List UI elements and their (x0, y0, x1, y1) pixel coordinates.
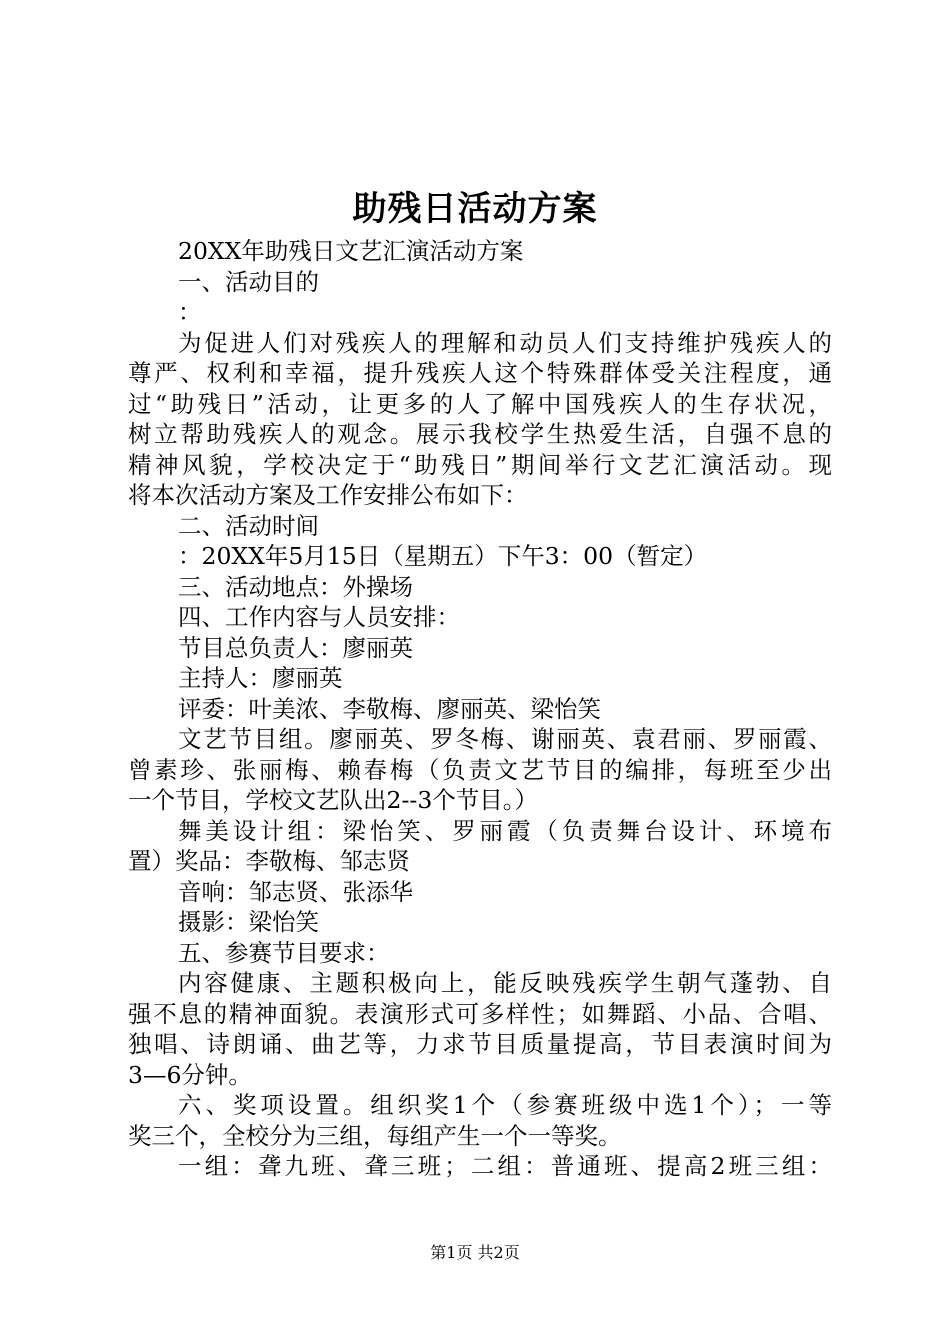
paragraph-line: 尊严、权利和幸福，提升残疾人这个特殊群体受关注程度，通 (128, 359, 832, 387)
paragraph-line: 置）奖品：李敬梅、邹志贤 (128, 847, 410, 875)
paragraph-line: 舞美设计组：梁怡笑、罗丽霞（负责舞台设计、环境布 (178, 816, 832, 845)
paragraph-line: 文艺节目组。廖丽英、罗冬梅、谢丽英、袁君丽、罗丽霞、 (178, 725, 832, 753)
text-line: 音响：邹志贤、张添华 (178, 877, 413, 906)
document-title: 助残日活动方案 (352, 189, 598, 229)
text-line: ：20XX年5月15日（星期五）下午3：00（暂定） (178, 542, 708, 570)
text-line: 摄影：梁怡笑 (178, 908, 319, 936)
paragraph-line: 精神风貌，学校决定于“助残日”期间举行文艺汇演活动。现 (128, 450, 832, 479)
page-number: 第1页 共2页 (430, 1243, 520, 1262)
text-line: ： (178, 298, 202, 326)
text-line: 评委：叶美浓、李敬梅、廖丽英、梁怡笑 (178, 694, 601, 723)
paragraph-line: 树立帮助残疾人的观念。展示我校学生热爱生活，自强不息的 (128, 420, 832, 448)
paragraph-line: 过“助残日”活动，让更多的人了解中国残疾人的生存状况， (128, 389, 832, 418)
paragraph-line: 3—6分钟。 (128, 1060, 252, 1089)
paragraph-line: 将本次活动方案及工作安排公布如下： (128, 481, 528, 509)
paragraph-line: 六、奖项设置。组织奖1个（参赛班级中选1个）；一等 (178, 1091, 832, 1119)
subtitle-line: 20XX年助残日文艺汇演活动方案 (178, 237, 524, 265)
paragraph-line: 奖三个，全校分为三组，每组产生一个一等奖。 (128, 1121, 622, 1150)
paragraph-line: 内容健康、主题积极向上，能反映残疾学生朝气蓬勃、自 (178, 969, 832, 997)
paragraph-line: 为促进人们对残疾人的理解和动员人们支持维护残疾人的 (178, 328, 832, 357)
section-heading: 四、工作内容与人员安排： (178, 603, 460, 631)
paragraph-line: 一个节目，学校文艺队出2--3个节目。） (128, 786, 539, 814)
section-heading: 二、活动时间 (178, 511, 319, 540)
text-line: 主持人：廖丽英 (178, 664, 343, 692)
text-line: 节目总负责人：廖丽英 (178, 633, 413, 662)
section-heading: 三、活动地点：外操场 (178, 572, 413, 601)
section-heading: 五、参赛节目要求： (178, 938, 390, 967)
paragraph-line: 曾素珍、张丽梅、赖春梅（负责文艺节目的编排，每班至少出 (128, 755, 832, 784)
document-body (128, 236, 832, 1182)
paragraph-line: 独唱、诗朗诵、曲艺等，力求节目质量提高，节目表演时间为 (128, 1030, 832, 1058)
paragraph-line: 强不息的精神面貌。表演形式可多样性；如舞蹈、小品、合唱、 (128, 999, 832, 1028)
paragraph-line: 一组：聋九班、聋三班；二组：普通班、提高2班三组： (178, 1152, 832, 1180)
section-heading: 一、活动目的 (178, 267, 319, 296)
